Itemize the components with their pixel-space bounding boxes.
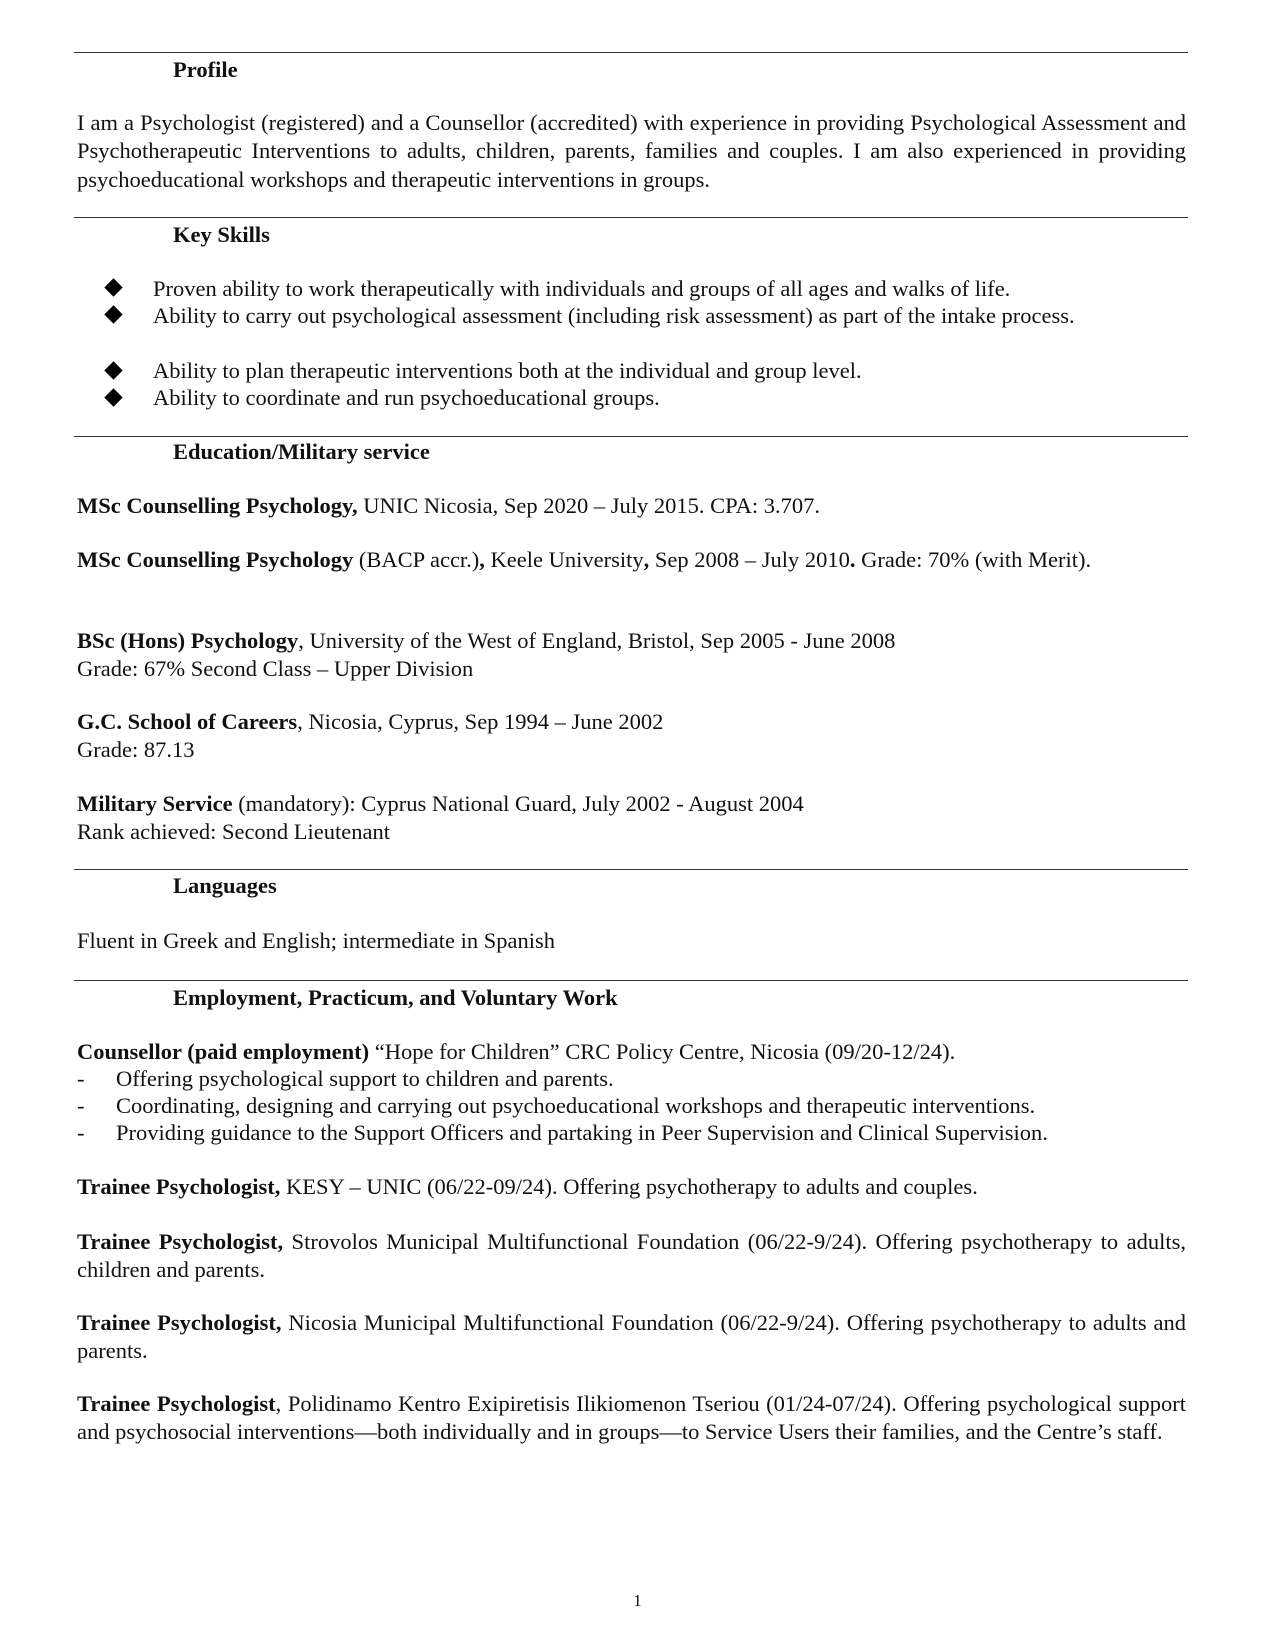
profile-text: I am a Psychologist (registered) and a Counsellor (accredited) with experience in providing Psychological Assessment and Psychotherapeutic Interventions to adults, children, parents, families and couples. I am also experienced in providing psychoeducational workshops and therapeutic interventions in groups.: [77, 110, 1186, 192]
diamond-bullet-icon: [104, 361, 122, 379]
job-details: KESY – UNIC (06/22-09/24). Offering psychotherapy to adults and couples.: [280, 1174, 978, 1199]
education-entry: [77, 492, 1186, 520]
job-details: , Polidinamo Kentro Exipiretisis Ilikiomenon Tseriou (01/24-07/24). Offering psychological support and psychosocial interventions—both individually and in groups—to Service Users their families, and the Centre’s staff.: [77, 1391, 1186, 1445]
skill-item: Proven ability to work therapeutically with individuals and groups of all ages and walks of life.: [153, 276, 1011, 301]
dash-bullet-icon: -: [77, 1093, 85, 1118]
education-entry: [77, 708, 1186, 765]
degree-title: G.C. School of Careers: [77, 709, 298, 734]
education-entry: MSc Counselling Psychology (BACP accr.), Keele University, Sep 2008 – July 2010. Grade: 70% (with Merit).: [77, 547, 1092, 572]
section-divider: [74, 217, 1188, 218]
degree-details: , University of the West of England, Bristol, Sep 2005 - June 2008: [298, 628, 896, 653]
resume-page: [77, 0, 1186, 1628]
languages-heading: Languages: [173, 873, 277, 898]
job-details: Strovolos Municipal Multifunctional Foundation (06/22-9/24). Offering psychotherapy to adults, children and parents.: [77, 1229, 1186, 1283]
degree-details: UNIC Nicosia, Sep 2020 – July 2015. CPA: 3.707.: [357, 493, 820, 518]
employment-entry: [77, 1390, 1186, 1447]
military-title: Military Service: [77, 791, 233, 816]
job-bullet-text: Coordinating, designing and carrying out psychoeducational workshops and therapeutic interventions.: [116, 1093, 1036, 1118]
job-details: “Hope for Children” CRC Policy Centre, Nicosia (09/20-12/24).: [369, 1039, 956, 1064]
employment-entry: [77, 1309, 1186, 1366]
degree-accreditation: (BACP accr.): [353, 547, 480, 572]
skills-heading: Key Skills: [173, 222, 270, 247]
section-divider: [74, 436, 1188, 437]
job-bullet-text: Providing guidance to the Support Officers and partaking in Peer Supervision and Clinical Supervision.: [116, 1120, 1048, 1145]
military-details: (mandatory): Cyprus National Guard, July 2002 - August 2004: [232, 791, 804, 816]
education-heading: Education/Military service: [173, 439, 430, 464]
job-bullet-text: Offering psychological support to children and parents.: [116, 1066, 614, 1091]
diamond-bullet-icon: [104, 278, 122, 296]
skill-item: Ability to carry out psychological assessment (including risk assessment) as part of the intake process.: [153, 303, 1075, 328]
dash-bullet-icon: -: [77, 1120, 85, 1145]
military-entry: [77, 790, 1186, 847]
job-title: Trainee Psychologist,: [77, 1174, 281, 1199]
section-divider: [74, 869, 1188, 870]
degree-institution: Keele University: [484, 547, 644, 572]
degree-title: BSc (Hons) Psychology: [77, 628, 299, 653]
job-bullet: [77, 1065, 1186, 1094]
employment-heading: Employment, Practicum, and Voluntary Work: [173, 985, 618, 1010]
languages-text: Fluent in Greek and English; intermediate in Spanish: [77, 928, 556, 953]
diamond-bullet-icon: [104, 388, 122, 406]
dash-bullet-icon: -: [77, 1066, 85, 1091]
job-bullet: [77, 1092, 1186, 1121]
skill-item: Ability to plan therapeutic interventions both at the individual and group level.: [153, 358, 862, 383]
degree-details: , Nicosia, Cyprus, Sep 1994 – June 2002: [297, 709, 664, 734]
job-bullet: [77, 1119, 1186, 1148]
diamond-bullet-icon: [104, 305, 122, 323]
employment-entry: [77, 1228, 1186, 1285]
section-divider: [74, 52, 1188, 53]
degree-title: MSc Counselling Psychology: [77, 547, 354, 572]
degree-grade: Grade: 67% Second Class – Upper Division: [77, 656, 474, 682]
job-title: Trainee Psychologist,: [77, 1310, 282, 1335]
employment-entry: [77, 1038, 1186, 1066]
military-rank: Rank achieved: Second Lieutenant: [77, 819, 391, 845]
page-number: 1: [633, 1591, 642, 1610]
job-details: Nicosia Municipal Multifunctional Foundation (06/22-9/24). Offering psychotherapy to adults and parents.: [77, 1310, 1186, 1364]
profile-heading: Profile: [173, 57, 238, 82]
education-entry: [77, 627, 1186, 684]
job-title: Counsellor (paid employment): [77, 1039, 370, 1064]
degree-title: MSc Counselling Psychology,: [77, 493, 358, 518]
section-divider: [74, 980, 1188, 981]
employment-entry: [77, 1173, 1186, 1201]
skill-item: Ability to coordinate and run psychoeducational groups.: [153, 385, 660, 410]
degree-dates: Sep 2008 – July 2010: [649, 547, 850, 572]
job-title: Trainee Psychologist: [77, 1391, 276, 1416]
degree-grade: Grade: 87.13: [77, 737, 195, 763]
degree-grade: Grade: 70% (with Merit).: [855, 547, 1092, 572]
job-title: Trainee Psychologist,: [77, 1229, 284, 1254]
